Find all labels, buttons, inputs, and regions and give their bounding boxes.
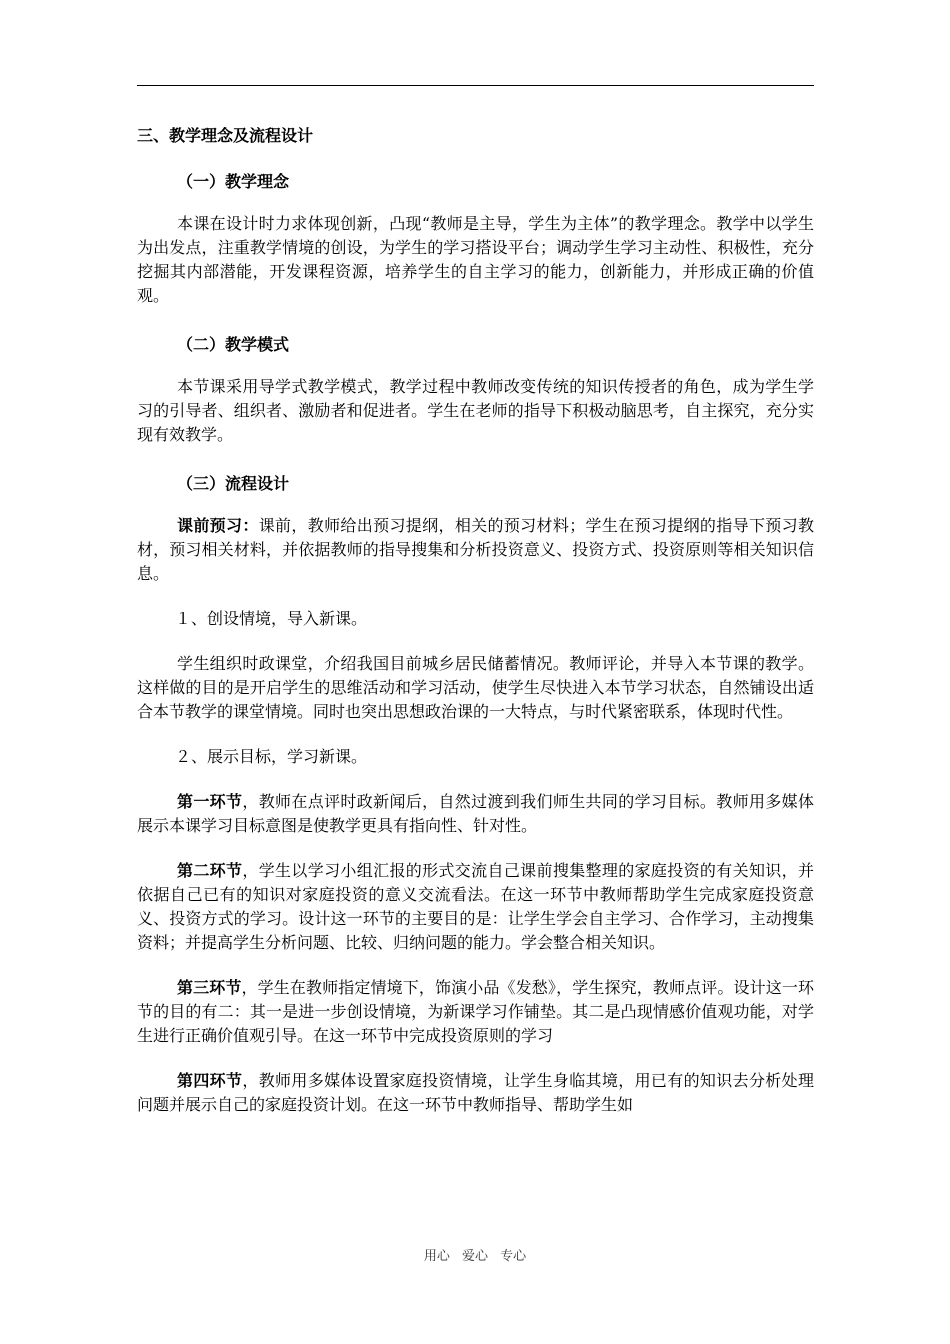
phase-1-label: 第一环节	[177, 792, 243, 811]
main-heading: 三、教学理念及流程设计	[137, 126, 314, 145]
phase-4-paragraph	[137, 1069, 814, 1117]
phase-3-paragraph	[137, 976, 814, 1048]
step-2-title: ２、展示目标，学习新课。	[175, 747, 368, 766]
phase-2-label: 第二环节	[177, 861, 243, 880]
section-title-philosophy: （一）教学理念	[177, 172, 290, 191]
step-1-paragraph: 学生组织时政课堂，介绍我国目前城乡居民储蓄情况。教师评论，并导入本节课的教学。这样做的目的是开启学生的思维活动和学习活动，使学生尽快进入本节学习状态，自然铺设出适合本节教学的课堂情境。同时也突出思想政治课的一大特点，与时代紧密联系，体现时代性。	[137, 654, 814, 721]
mode-paragraph: 本节课采用导学式教学模式，教学过程中教师改变传统的知识传授者的角色，成为学生学习的引导者、组织者、激励者和促进者。学生在老师的指导下积极动脑思考，自主探究，充分实现有效教学。	[137, 377, 814, 444]
phase-1-text: ，教师在点评时政新闻后，自然过渡到我们师生共同的学习目标。教师用多媒体展示本课学习目标意图是使教学更具有指向性、针对性。	[137, 792, 814, 835]
philosophy-paragraph: 本课在设计时力求体现创新，凸现“教师是主导，学生为主体”的教学理念。教学中以学生为出发点，注重教学情境的创设，为学生的学习搭设平台；调动学生学习主动性、积极性，充分挖掘其内部潜能，开发课程资源，培养学生的自主学习的能力，创新能力，并形成正确的价值观。	[137, 214, 814, 305]
phase-1-paragraph	[137, 790, 814, 838]
phase-4-label: 第四环节	[177, 1071, 243, 1090]
preview-paragraph	[137, 514, 814, 586]
step-1-title: １、创设情境，导入新课。	[175, 609, 368, 628]
phase-4-text: ，教师用多媒体设置家庭投资情境，让学生身临其境，用已有的知识去分析处理问题并展示自己的家庭投资计划。在这一环节中教师指导、帮助学生如	[137, 1071, 814, 1114]
preview-text: 课前，教师给出预习提纲，相关的预习材料；学生在预习提纲的指导下预习教材，预习相关材料，并依据教师的指导搜集和分析投资意义、投资方式、投资原则等相关知识信息。	[137, 516, 814, 583]
phase-2-paragraph	[137, 859, 814, 955]
phase-2-text: ，学生以学习小组汇报的形式交流自己课前搜集整理的家庭投资的有关知识，并依据自己已有的知识对家庭投资的意义交流看法。在这一环节中教师帮助学生完成家庭投资意义、投资方式的学习。设计这一环节的主要目的是：让学生学会自主学习、合作学习，主动搜集资料；并提高学生分析问题、比较、归纳问题的能力。学会整合相关知识。	[137, 861, 814, 952]
preview-label: 课前预习：	[177, 516, 259, 535]
section-title-mode: （二）教学模式	[177, 335, 290, 354]
page-footer: 用心 爱心 专心	[423, 1249, 527, 1264]
header-rule	[137, 85, 814, 86]
phase-3-text: ，学生在教师指定情境下，饰演小品《发愁》，学生探究，教师点评。设计这一环节的目的有二：其一是进一步创设情境，为新课学习作铺垫。其二是凸现情感价值观功能，对学生进行正确价值观引导。在这一环节中完成投资原则的学习	[137, 978, 814, 1045]
phase-3-label: 第三环节	[177, 978, 242, 997]
section-title-process: （三）流程设计	[177, 474, 290, 493]
document-body	[137, 120, 814, 1138]
